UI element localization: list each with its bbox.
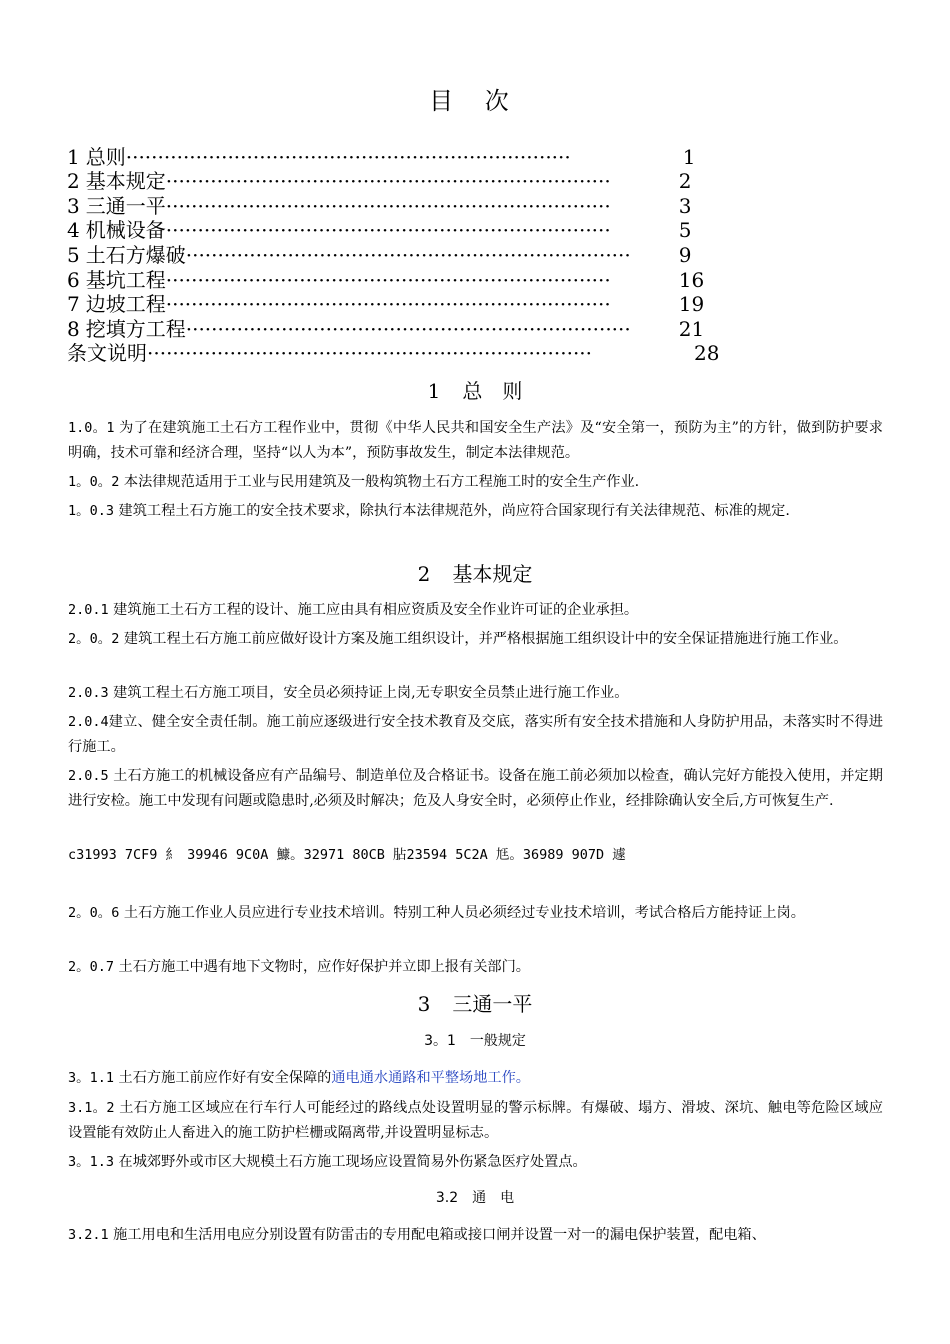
clause-text: 土石方施工作业人员应进行专业技术培训。特别工种人员必须经过专业技术培训，考试合格后方能持证上岗。: [119, 905, 805, 921]
section-number: 3: [417, 992, 431, 1016]
toc-entry-page: 3: [678, 193, 692, 218]
clause-text: 土石方施工中遇有地下文物时，应作好保护并立即上报有关部门。: [114, 959, 530, 975]
toc-leader-dots: ······································································: [165, 267, 611, 292]
clause-number: 3。1.3: [68, 1154, 115, 1170]
section-number: 2: [417, 562, 431, 586]
toc-entry-page: 2: [678, 169, 692, 194]
section-heading-3: [0, 991, 950, 1017]
clause-number: 2.0.4: [68, 714, 109, 730]
toc-entry-page: 5: [678, 218, 692, 243]
toc-entry[interactable]: [67, 242, 727, 267]
clause-2-0-1: [68, 598, 883, 623]
toc-entry-label: 三通一平: [85, 193, 166, 218]
toc-entry[interactable]: [67, 144, 727, 169]
clause-text: 在城郊野外或市区大规模土石方施工现场应设置简易外伤紧急医疗处置点。: [114, 1154, 587, 1170]
clause-3-1-1: [68, 1066, 883, 1091]
clause-number: 2。0。2: [68, 631, 120, 647]
toc-entry-page: 16: [678, 267, 705, 292]
toc-entry-number: 3: [67, 193, 80, 218]
clause-number: 3.2.1: [68, 1227, 109, 1243]
clause-number: 2.0.3: [68, 685, 109, 701]
garbled-code-line: c31993 7CF9 糹 39946 9C0A 鱇。32971 80CB 胋23594 5C2A 尪。36989 907D 遽: [68, 847, 626, 863]
clause-3-1-2: [68, 1096, 883, 1146]
toc-entry-number: 7: [67, 292, 80, 317]
subsection-number: 3。1: [424, 1033, 456, 1049]
clause-3-2-1: [68, 1223, 883, 1248]
subsection-title: 一般规定: [469, 1033, 526, 1049]
toc-entry-page: 1: [682, 144, 696, 169]
clause-2-0-6: [68, 901, 883, 926]
toc-leader-dots: ······································································: [185, 316, 631, 341]
toc-entry-page: 28: [694, 341, 720, 366]
clause-1-0-3: [68, 499, 883, 524]
toc-entry[interactable]: [67, 267, 727, 292]
section-title: 基本规定: [452, 562, 533, 586]
clause-text: 土石方施工的机械设备应有产品编号、制造单位及合格证书。设备在施工前必须加以检查，确认完好方能投入使用，并定期进行安检。施工中发现有问题或隐患时,必须及时解决；危及人身安全时，必须停止作业，经排除确认安全后,方可恢复生产.: [68, 768, 883, 809]
toc-entry-label: 条文说明: [67, 341, 147, 366]
clause-number: 2。0。6: [68, 905, 120, 921]
clause-text: 为了在建筑施工土石方工程作业中，贯彻《中华人民共和国安全生产法》及“安全第一，预防为主”的方针，做到防护要求明确，技术可靠和经济合理，坚持“以人为本”，预防事故发生，制定本法律规范。: [68, 420, 883, 461]
clause-number: 2.0.5: [68, 768, 109, 784]
toc-entry-label: 总则: [85, 144, 126, 169]
clause-link[interactable]: 通电通水通路和平整场地工作。: [331, 1070, 530, 1086]
toc-entry-label: 土石方爆破: [85, 242, 186, 267]
clause-number: 3。1.1: [68, 1070, 115, 1086]
subsection-title: 通 电: [472, 1190, 515, 1206]
toc-entry-number: 1: [67, 144, 80, 169]
toc-entry-number: 2: [67, 169, 80, 194]
toc-leader-dots: ······································································: [147, 341, 593, 366]
toc-leader-dots: ······································································: [165, 169, 611, 194]
toc-entry[interactable]: [67, 218, 727, 243]
toc-entry-page: 21: [678, 316, 705, 341]
clause-text: 建筑工程土石方施工前应做好设计方案及施工组织设计，并严格根据施工组织设计中的安全保证措施进行施工作业。: [119, 631, 848, 647]
clause-2-0-2: [68, 627, 883, 652]
toc-entry[interactable]: [67, 316, 727, 341]
clause-1-0-2: [68, 470, 883, 495]
toc-entry-number: 8: [67, 316, 80, 341]
toc-entry-label: 机械设备: [85, 218, 166, 243]
toc-leader-dots: ······································································: [165, 292, 611, 317]
clause-3-1-3: [68, 1150, 883, 1175]
clause-number: 2.0.1: [68, 602, 109, 618]
clause-text: 土石方施工前应作好有安全保障的: [114, 1070, 332, 1086]
clause-text: 建立、健全安全责任制。施工前应逐级进行安全技术教育及交底，落实所有安全技术措施和人身防护用品，未落实时不得进行施工。: [68, 714, 883, 755]
toc-entry[interactable]: [67, 292, 727, 317]
clause-text: 施工用电和生活用电应分别设置有防雷击的专用配电箱或接口闸并设置一对一的漏电保护装置，配电箱、: [108, 1227, 766, 1243]
toc-entry[interactable]: [67, 193, 727, 218]
clause-text: 建筑工程土石方施工项目，安全员必须持证上岗,无专职安全员禁止进行施工作业。: [108, 685, 629, 701]
toc-entry-page: 19: [678, 292, 705, 317]
toc-leader-dots: ······································································: [125, 144, 571, 169]
clause-2-0-4: [68, 710, 883, 760]
clause-number: 1。0.3: [68, 503, 115, 519]
toc-leader-dots: ······································································: [165, 218, 611, 243]
clause-text: 土石方施工区域应在行车行人可能经过的路线点处设置明显的警示标牌。有爆破、塌方、滑坡、深坑、触电等危险区域应设置能有效防止人畜进入的施工防护栏栅或隔离带,并设置明显标志。: [68, 1100, 883, 1141]
section-heading-2: [0, 561, 950, 587]
toc-title: 目 次: [429, 87, 521, 115]
clause-2-0-3: [68, 681, 883, 706]
toc-entry-number: 4: [67, 218, 80, 243]
toc-entry-number: 5: [67, 242, 80, 267]
section-title: 总 则: [462, 379, 523, 403]
toc-entry-label: 基坑工程: [85, 267, 166, 292]
section-heading-1: [0, 378, 950, 404]
toc-entry-label: 基本规定: [85, 169, 166, 194]
toc-leader-dots: ······································································: [165, 193, 611, 218]
toc-leader-dots: ······································································: [185, 242, 631, 267]
subsection-heading-3-2: [0, 1188, 950, 1208]
toc-entry-label: 挖填方工程: [85, 316, 186, 341]
clause-2-0-7: [68, 955, 883, 980]
section-title: 三通一平: [452, 992, 533, 1016]
toc-entry-number: 6: [67, 267, 80, 292]
clause-text: 建筑施工土石方工程的设计、施工应由具有相应资质及安全作业许可证的企业承担。: [108, 602, 639, 618]
clause-number: 2。0.7: [68, 959, 115, 975]
toc-entry-label: 边坡工程: [85, 292, 166, 317]
clause-number: 1。0。2: [68, 474, 120, 490]
subsection-heading-3-1: [0, 1031, 950, 1051]
subsection-number: 3.2: [435, 1190, 459, 1206]
clause-2-0-5: [68, 764, 883, 814]
clause-number: 1.0。1: [68, 420, 115, 436]
toc-entry[interactable]: [67, 169, 727, 194]
clause-number: 3.1。2: [68, 1100, 115, 1116]
clause-1-0-1: [68, 416, 883, 466]
toc-entry-page: 9: [678, 242, 692, 267]
table-of-contents: [67, 144, 727, 365]
toc-entry[interactable]: [67, 341, 727, 366]
clause-text: 建筑工程土石方施工的安全技术要求，除执行本法律规范外，尚应符合国家现行有关法律规范、标准的规定.: [114, 503, 790, 519]
clause-text: 本法律规范适用于工业与民用建筑及一般构筑物土石方工程施工时的安全生产作业.: [119, 474, 640, 490]
section-number: 1: [427, 379, 441, 403]
